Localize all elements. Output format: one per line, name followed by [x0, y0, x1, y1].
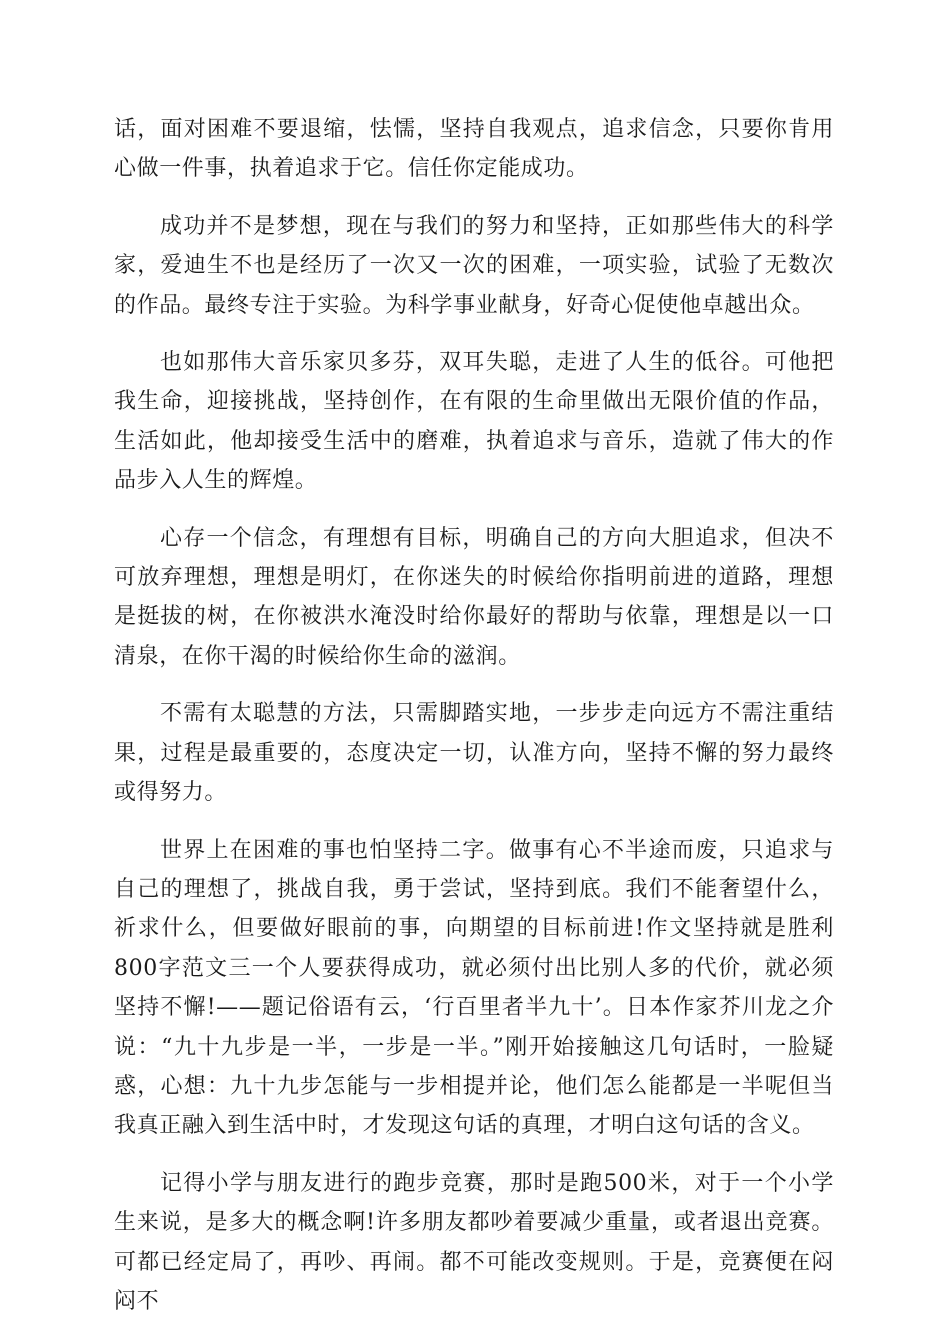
paragraph: 成功并不是梦想，现在与我们的努力和坚持，正如那些伟大的科学家，爱迪生不也是经历了一次又一次的困难，一项实验，试验了无数次的作品。最终专注于实验。为科学事业献身，好奇心促使他卓越出众。: [114, 213, 834, 318]
paragraph: 记得小学与朋友进行的跑步竞赛，那时是跑500米，对于一个小学生来说，是多大的概念啊!许多朋友都吵着要减少重量，或者退出竞赛。可都已经定局了，再吵、再闹。都不可能改变规则。于是，竞赛便在闷闷不: [114, 1170, 834, 1314]
paragraph: 心存一个信念，有理想有目标，明确自己的方向大胆追求，但决不可放弃理想，理想是明灯，在你迷失的时候给你指明前进的道路，理想是挺拔的树，在你被洪水淹没时给你最好的帮助与依靠，理想是以一口清泉，在你干渴的时候给你生命的滋润。: [114, 525, 834, 669]
paragraph: 也如那伟大音乐家贝多芬，双耳失聪，走进了人生的低谷。可他把我生命，迎接挑战，坚持创作，在有限的生命里做出无限价值的作品，生活如此，他却接受生活中的磨难，执着追求与音乐，造就了伟大的作品步入人生的辉煌。: [114, 350, 834, 494]
paragraph-continuation: 话，面对困难不要退缩，怯懦，坚持自我观点，追求信念，只要你肯用心做一件事，执着追求于它。信任你定能成功。: [114, 117, 834, 182]
paragraph: 世界上在困难的事也怕坚持二字。做事有心不半途而废，只追求与自己的理想了，挑战自我，勇于尝试，坚持到底。我们不能奢望什么，祈求什么，但要做好眼前的事，向期望的目标前进!作文坚持就是胜利800字范文三一个人要获得成功，就必须付出比别人多的代价，就必须坚持不懈!——题记俗语有云，‘行百里者半九十’。日本作家芥川龙之介说：“九十九步是一半，一步是一半。”刚开始接触这几句话时，一脸疑惑，心想：九十九步怎能与一步相提并论，他们怎么能都是一半呢但当我真正融入到生活中时，才发现这句话的真理，才明白这句话的含义。: [114, 837, 834, 1139]
paragraph: 不需有太聪慧的方法，只需脚踏实地，一步步走向远方不需注重结果，过程是最重要的，态度决定一切，认准方向，坚持不懈的努力最终或得努力。: [114, 701, 834, 806]
document-body: [114, 110, 834, 1339]
